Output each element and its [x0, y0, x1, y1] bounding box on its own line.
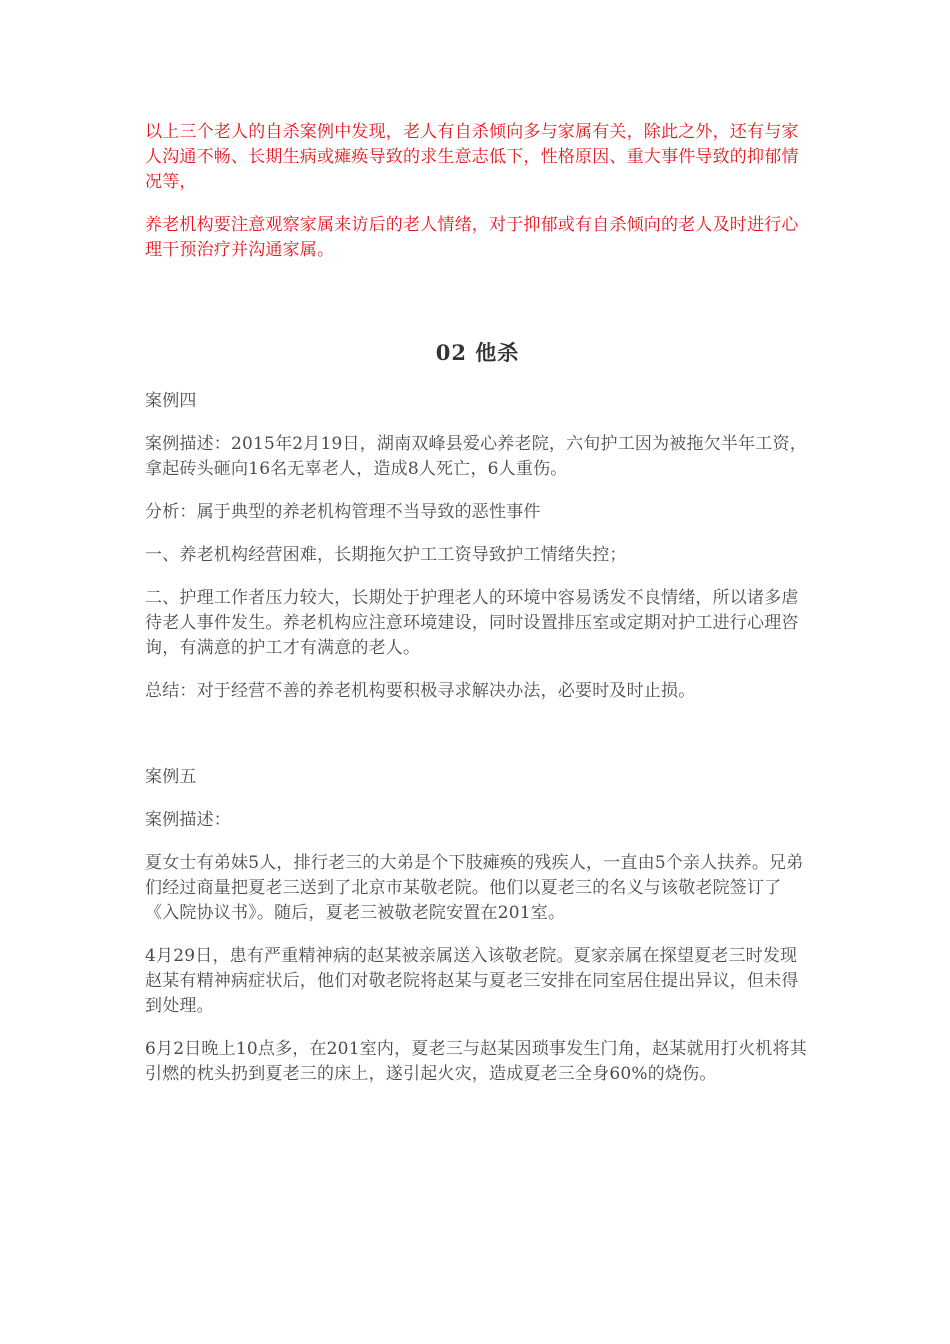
- case4-description: 案例描述：2015年2月19日，湖南双峰县爱心养老院，六旬护工因为被拖欠半年工资，拿起砖头砸向16名无辜老人，造成8人死亡，6人重伤。: [145, 434, 807, 479]
- summary-paragraph-1: 以上三个老人的自杀案例中发现，老人有自杀倾向多与家属有关，除此之外，还有与家人沟通不畅、长期生病或瘫痪导致的求生意志低下，性格原因、重大事件导致的抑郁情况等，: [145, 122, 799, 192]
- summary-paragraph-2: 养老机构要注意观察家属来访后的老人情绪，对于抑郁或有自杀倾向的老人及时进行心理干预治疗并沟通家属。: [145, 215, 799, 260]
- case5-paragraph-2: 4月29日，患有严重精神病的赵某被亲属送入该敬老院。夏家亲属在探望夏老三时发现赵某有精神病症状后，他们对敬老院将赵某与夏老三安排在同室居住提出异议，但未得到处理。: [145, 946, 799, 1016]
- case5-paragraph-3: 6月2日晚上10点多，在201室内，夏老三与赵某因琐事发生门角，赵某就用打火机将其引燃的枕头扔到夏老三的床上，遂引起火灾，造成夏老三全身60%的烧伤。: [145, 1039, 807, 1084]
- spacer: [145, 367, 810, 389]
- document-page: [145, 120, 810, 1105]
- case4-analysis: 分析：属于典型的养老机构管理不当导致的恶性事件: [145, 502, 541, 522]
- case5-description-label: 案例描述：: [145, 810, 231, 830]
- case4-conclusion: 总结：对于经营不善的养老机构要积极寻求解决办法，必要时及时止损。: [145, 681, 696, 701]
- case4-point-1: 一、养老机构经营困难，长期拖欠护工工资导致护工情绪失控；: [145, 545, 627, 565]
- spacer: [145, 281, 810, 339]
- case5-paragraph-1: 夏女士有弟妹5人，排行老三的大弟是个下肢瘫痪的残疾人，一直由5个亲人扶养。兄弟们经过商量把夏老三送到了北京市某敬老院。他们以夏老三的名义与该敬老院签订了《入院协议书》。随后，夏老三被敬老院安置在201室。: [145, 853, 804, 923]
- section-heading: 02 他杀: [435, 340, 520, 365]
- case5-title: 案例五: [145, 767, 197, 787]
- spacer: [145, 722, 810, 765]
- case4-title: 案例四: [145, 391, 197, 411]
- case4-point-2: 二、护理工作者压力较大，长期处于护理老人的环境中容易诱发不良情绪，所以诸多虐待老人事件发生。养老机构应注意环境建设，同时设置排压室或定期对护工进行心理咨询，有满意的护工才有满意的老人。: [145, 588, 799, 658]
